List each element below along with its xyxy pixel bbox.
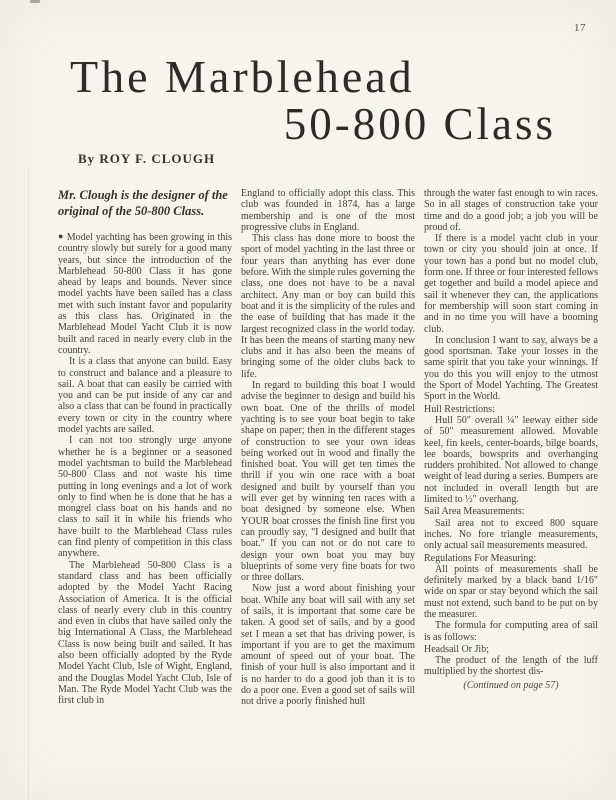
paragraph: The Marblehead 50-800 Class is a standard class and has been officially adopted by the Model Yacht Racing Association of America. It is the official class of nearly every club in this country and even in clubs that have sailed only the big International A Class, the Marblehead Class is now being built and sailed. It has also been officially adopted by the Ryde Model Yacht Club, Isle of Wight, England, and the Douglas Model Yacht Club, Isle of Man. The Ryde Model Yacht Club was the first club in xyxy=(58,559,232,707)
text-column xyxy=(241,188,415,758)
paragraph: England to officially adopt this class. This club was founded in 1874, has a large membership and is one of the most progressive clubs in England. xyxy=(241,188,415,233)
bullet-icon: ● xyxy=(58,231,64,241)
paragraph: In regard to building this boat I would advise the beginner to design and build his own boat. One of the thrills of model yachting is to see your boat begin to take shape on paper; then in the different stages of construction to see your own ideas being worked out in wood and finally the finished boat. You will get ten times the thrill if you win one race with a boat designed and built by yourself than you will ever get by winning ten races with a boat designed by someone else. When YOUR boat crosses the finish line first you can proudly say, "I designed and built that boat." If you can not or do not care to design your own boat you may buy blueprints of some very fine boats for two or three dollars. xyxy=(241,380,415,584)
text-column xyxy=(424,188,598,758)
article-body xyxy=(58,188,598,758)
scan-mark xyxy=(30,0,40,3)
article-title-line1: The Marblehead xyxy=(70,51,415,102)
scan-crease xyxy=(28,168,29,800)
paragraph: The product of the length of the luff multiplied by the shortest dis- xyxy=(424,655,598,678)
paragraph: All points of measurements shall be definitely marked by a black band 1/16" wide on spar or stay beyond which the sail must not extend, such band to be put on by the measurer. xyxy=(424,563,598,620)
paragraph: ● Model yachting has been growing in this country slowly but surely for a good many years, but since the introduction of the Marblehead 50-800 Class it has gone ahead by leaps and bounds. Never since model yachts have been sailed has a class met with such instant favor and popularity as this class has. Originated in the Marblehead Model Yacht Club it is now built and raced in nearly every club in the country. xyxy=(58,231,232,356)
article-title-line2: 50-800 Class xyxy=(283,99,556,149)
paragraph: Sail area not to exceed 800 square inches. No fore triangle measurements, only actual sail measurements measured. xyxy=(424,517,598,552)
section-heading: Headsail Or Jib; xyxy=(424,643,489,655)
section-heading: Regulations For Measuring: xyxy=(424,552,537,564)
paragraph: Now just a word about finishing your boat. While any boat will sail with any set of sails, it is important that some care be taken. A good set of sails, and by a good set I mean a set that has driving power, is important if you are to get the maximum amount of speed out of your boat. The finish of your hull is also important and it is no harder to do a good job than it is to do a poor one. Even a good set of sails will not drive a poorly finished hull xyxy=(241,583,415,708)
paragraph: If there is a model yacht club in your town or city you should join at once. If your town has a pond but no model club, form one. If three or four interested fellows get together and build a model apiece and sail it whenever they can, the applications for membership will soon start coming in and in no time you will have a booming club. xyxy=(424,233,598,335)
byline: By ROY F. CLOUGH xyxy=(78,151,216,166)
paragraph: This class has done more to boost the sport of model yachting in the last three or four years than anything has ever done before. With the simple rules governing the class, one does not have to be a naval architect. Any man or boy can build this boat and it is the simplicity of the rules and the ease of building that has made it the largest recognized class in the world today. It has been the means of starting many new clubs and it has also been the means of bringing some of the older clubs back to life. xyxy=(241,233,415,380)
text-column xyxy=(58,188,232,758)
continued-note: (Continued on page 57) xyxy=(463,679,559,691)
paragraph: Hull 50" overall ¼" leeway either side of 50" measurement allowed. Movable keel, fin keels, center-boards, bilge boards, lee boards, bowsprits and overhanging rudders prohibited. Not allowed to change weight of lead during a series. Bumpers are not included in overall length but are limited to ½" overhang. xyxy=(424,414,598,506)
section-heading: Sail Area Measurements: xyxy=(424,506,525,518)
page-number: 17 xyxy=(574,22,586,34)
paragraph: through the water fast enough to win races. So in all stages of construction take your time and do a good job; a job you will be proud of. xyxy=(424,188,598,233)
section-heading: Hull Restrictions: xyxy=(424,403,495,415)
paragraph: In conclusion I want to say, always be a good sportsman. Take your losses in the same spirit that you take your winnings. If you do this you will enjoy to the utmost the Sport of Model Yachting. The Greatest Sport in the World. xyxy=(424,334,598,403)
paragraph: I can not too strongly urge anyone whether he is a beginner or a seasoned model yachtsman to build the Marblehead 50-800 Class and not waste his time putting in long evenings and a lot of work only to find when he is done that he has a mongrel class boat on his hands and no class to sail it in while his friends who have built to the Marblehead Class rules can find plenty of competition in this class anywhere. xyxy=(58,435,232,560)
paragraph: The formula for computing area of sail is as follows: xyxy=(424,620,598,643)
paragraph: It is a class that anyone can build. Easy to construct and balance and a pleasure to sail. A boat that can easily be carried with you and can be put inside of any car and also a class that can be found in practically every town or city in the country where model yachts are sailed. xyxy=(58,356,232,436)
editor-note: Mr. Clough is the designer of the original of the 50-800 Class. xyxy=(58,188,228,218)
